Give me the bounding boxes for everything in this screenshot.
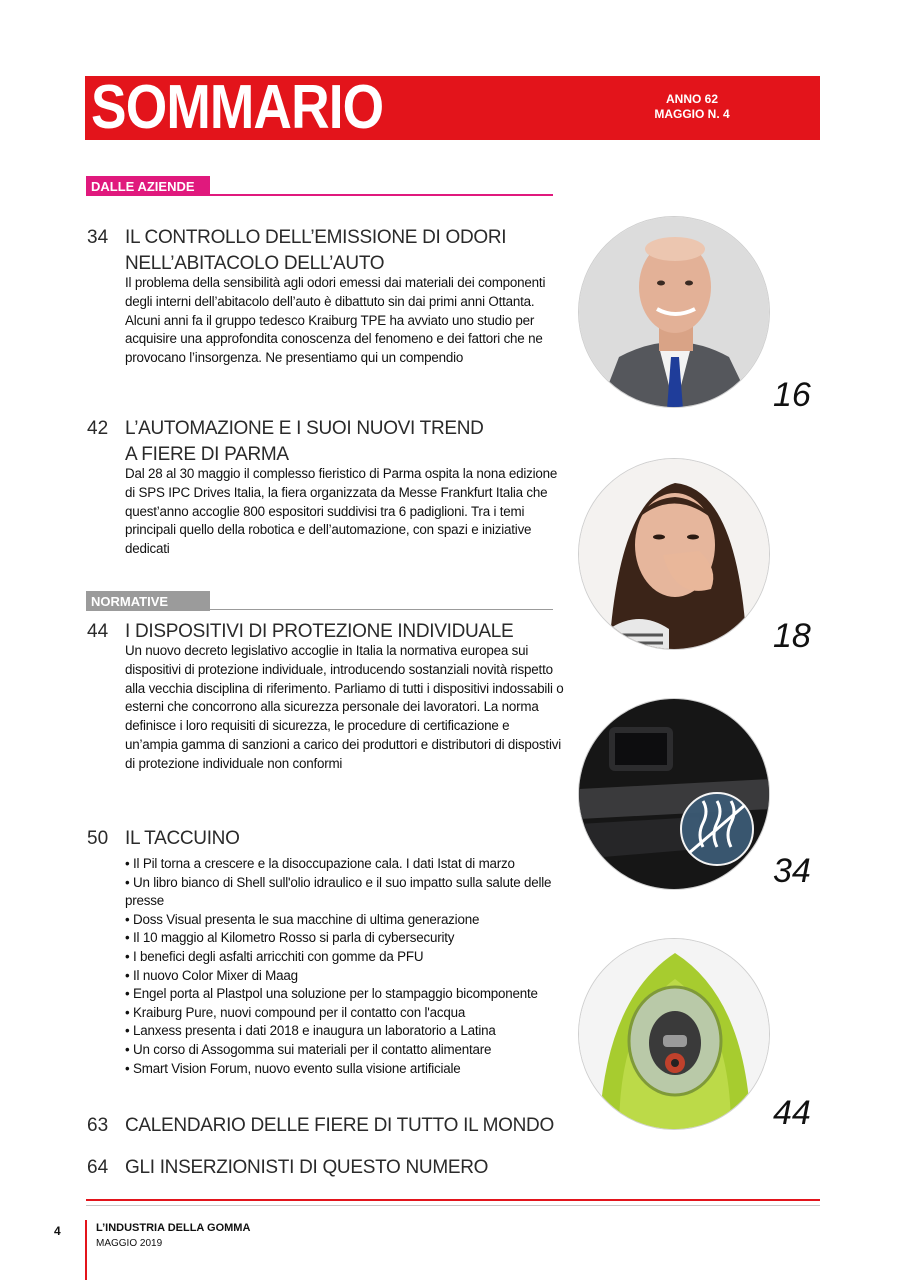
footer-rule-thin (86, 1205, 820, 1206)
entry-title: IL TACCUINO (125, 828, 240, 849)
photo-page-number: 16 (773, 376, 811, 414)
news-item: • Il nuovo Color Mixer di Maag (125, 967, 565, 986)
footer-divider (85, 1220, 87, 1280)
photo-page-number: 34 (773, 852, 811, 890)
news-item: • Smart Vision Forum, nuovo evento sulla visione artificiale (125, 1060, 565, 1079)
entry-title-line: A FIERE DI PARMA (125, 444, 289, 465)
entry-summary: Il problema della sensibilità agli odori emessi dai materiali dei componenti degli interni dell’abitacolo dell’auto è dibattuto sin dai primi anni Ottanta. Alcuni anni fa il gruppo tedesco Kraiburg TPE ha avviato uno studio per acquisire una approfondita conoscenza del fenomeno e dei fattori che ne provocano l’insorgenza. Ne presentiamo qui un compendio (125, 275, 546, 366)
footer-issue-date: MAGGIO 2019 (96, 1238, 163, 1249)
entry-title: CALENDARIO DELLE FIERE DI TUTTO IL MONDO (125, 1115, 554, 1136)
toc-entry-63[interactable] (87, 1113, 557, 1141)
news-item: • Il 10 maggio al Kilometro Rosso si parla di cybersecurity (125, 929, 565, 948)
photo-page-number: 44 (773, 1094, 811, 1132)
header-banner (85, 73, 820, 142)
news-item: • Il Pil torna a crescere e la disoccupazione cala. I dati Istat di marzo (125, 855, 565, 874)
news-item: • Doss Visual presenta le sua macchine di ultima generazione (125, 911, 565, 930)
issue-number: MAGGIO N. 4 (654, 107, 730, 121)
news-item: • I benefici degli asfalti arricchiti con gomme da PFU (125, 948, 565, 967)
news-item: • Un corso di Assogomma sui materiali per il contatto alimentare (125, 1041, 565, 1060)
entry-title-line: IL CONTROLLO DELL’EMISSIONE DI ODORI (125, 227, 507, 248)
entry-title-line: I DISPOSITIVI DI PROTEZIONE INDIVIDUALE (125, 621, 514, 642)
entry-summary: Un nuovo decreto legislativo accoglie in Italia la normativa europea sui dispositivi di protezione individuale, introducendo sostanziali novità rispetto alla vecchia disciplina di riferimento. Parliamo di tutti i dispositivi indossabili o esterni che concorrono alla sicurezza personale dei lavoratori. La norma definisce i loro requisiti di sicurezza, le procedure di certificazione e un’ampia gamma di sanzioni a carico dei produttori e distributori di dispostivi di protezione individuale non conformi (125, 643, 564, 771)
news-list (125, 855, 565, 1078)
entry-title (125, 416, 565, 468)
photo-protective-suit[interactable] (578, 938, 770, 1130)
entry-page-number: 34 (87, 227, 109, 248)
entry-title-line: L’AUTOMAZIONE E I SUOI NUOVI TREND (125, 418, 484, 439)
toc-entry-64[interactable] (87, 1155, 557, 1183)
issue-year: ANNO 62 (665, 92, 718, 106)
issue-info (637, 92, 747, 122)
entry-title (125, 225, 565, 277)
section-tag-aziende: DALLE AZIENDE (86, 176, 210, 196)
entry-page-number: 50 (87, 828, 109, 849)
toc-entry-34[interactable] (87, 225, 557, 390)
entry-title: GLI INSERZIONISTI DI QUESTO NUMERO (125, 1157, 489, 1178)
entry-summary: Dal 28 al 30 maggio il complesso fieristico di Parma ospita la nona edizione di SPS IPC Drives Italia, la fiera organizzata da Messe Frankfurt Italia che quest’anno accoglie 800 espositori suddivisi tra 6 padiglioni. Tra i temi principali quello della robotica e dell’automazione, con spazi e iniziative dedicati (125, 466, 558, 557)
entry-title-line: NELL’ABITACOLO DELL’AUTO (125, 253, 385, 274)
entry-page-number: 42 (87, 418, 109, 439)
page-title: SOMMARIO (91, 73, 384, 142)
entry-page-number: 44 (87, 621, 109, 642)
footer-rule (86, 1199, 820, 1201)
toc-entry-42[interactable] (87, 416, 557, 566)
footer-page-number: 4 (54, 1224, 61, 1238)
news-item: • Un libro bianco di Shell sull'olio idraulico e il suo impatto sulla salute delle presse (125, 874, 565, 911)
news-item: • Kraiburg Pure, nuovi compound per il contatto con l'acqua (125, 1004, 565, 1023)
woman-smell-image (579, 459, 770, 650)
news-item: • Lanxess presenta i dati 2018 e inaugura un laboratorio a Latina (125, 1022, 565, 1041)
photo-page-number: 18 (773, 617, 811, 655)
protective-suit-image (579, 939, 770, 1130)
photo-man-portrait[interactable] (578, 216, 770, 408)
car-ventilation-image (579, 699, 770, 890)
entry-page-number: 64 (87, 1157, 109, 1178)
news-item: • Engel porta al Plastpol una soluzione per lo stampaggio bicomponente (125, 985, 565, 1004)
section-tag-normative: NORMATIVE (86, 591, 210, 611)
footer-magazine-name: L’INDUSTRIA DELLA GOMMA (96, 1222, 251, 1234)
photo-car-ventilation[interactable] (578, 698, 770, 890)
entry-page-number: 63 (87, 1115, 109, 1136)
toc-entry-44[interactable] (87, 619, 564, 799)
section-rule-aziende (86, 194, 553, 196)
section-rule-normative (86, 609, 553, 610)
photo-woman-smell[interactable] (578, 458, 770, 650)
toc-entry-50[interactable] (87, 826, 557, 1106)
man-portrait-image (579, 217, 770, 408)
